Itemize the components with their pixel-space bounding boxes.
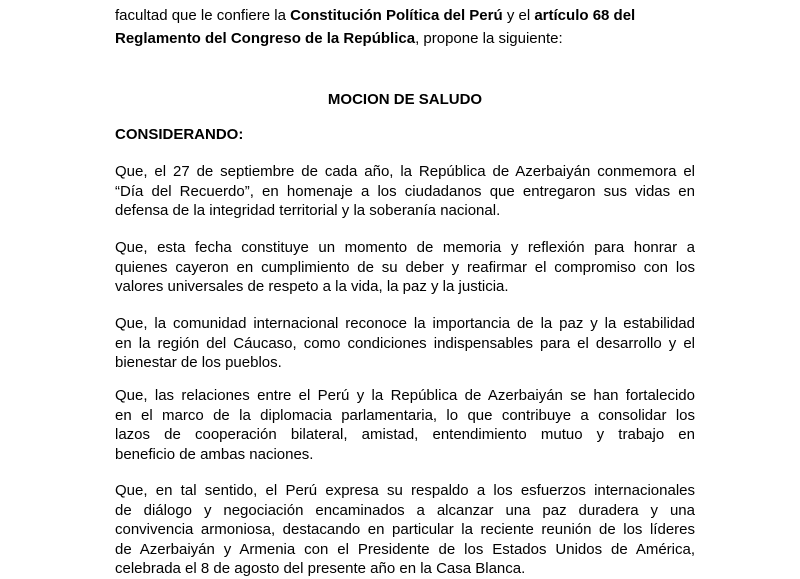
article-reference: artículo 68 del: [534, 7, 636, 24]
paragraph-line: Que, el 27 de septiembre de cada año, la República de Azerbaiyán conmemora el: [115, 163, 695, 180]
constitution-reference: Constitución Política del Perú: [290, 7, 503, 24]
paragraph-line: Que, las relaciones entre el Perú y la República de Azerbaiyán se han fortalecido: [115, 387, 695, 404]
paragraph-line: beneficio de ambas naciones.: [115, 445, 314, 463]
paragraph-line: de diálogo y negociación encaminados a alcanzar una paz duradera y una: [115, 501, 695, 519]
section-heading: CONSIDERANDO:: [115, 126, 244, 143]
intro-text-segment: , propone la siguiente:: [415, 30, 563, 47]
paragraph-4: [115, 386, 695, 464]
regulation-reference: Reglamento del Congreso de la República: [115, 30, 416, 47]
document-title: MOCION DE SALUDO: [327, 91, 483, 108]
paragraph-line: de Azerbaiyán y Armenia con el Presidente de los Estados Unidos de América,: [115, 540, 695, 558]
paragraph-line: lazos de cooperación bilateral, amistad, entendimiento mutuo y trabajo en: [115, 426, 695, 443]
paragraph-line: en el marco de la diplomacia parlamentaria, lo que contribuye a consolidar los: [115, 406, 695, 424]
paragraph-5: [115, 481, 695, 579]
intro-text: [115, 4, 695, 50]
paragraph-line: Que, en tal sentido, el Perú expresa su respaldo a los esfuerzos internacionales: [115, 482, 695, 499]
paragraph-line: bienestar de los pueblos.: [115, 354, 282, 371]
paragraph-line: Que, la comunidad internacional reconoce la importancia de la paz y la estabilidad: [115, 315, 695, 332]
paragraph-3: [115, 314, 695, 373]
paragraph-1: [115, 162, 695, 221]
paragraph-line: en la región del Cáucaso, como condiciones indispensables para el desarrollo y el: [115, 334, 695, 352]
paragraph-line: Que, esta fecha constituye un momento de memoria y reflexión para honrar a: [115, 239, 695, 256]
intro-text-segment: y el: [502, 7, 535, 24]
paragraph-line: convivencia armoniosa, destacando en particular la reciente reunión de los líderes: [115, 521, 695, 538]
paragraph-line: celebrada el 8 de agosto del presente año en la Casa Blanca.: [115, 560, 526, 577]
intro-line-1: [115, 4, 695, 27]
paragraph-2: [115, 238, 695, 297]
paragraph-line: quienes cayeron en cumplimiento de su deber y reafirmar el compromiso con los: [115, 258, 695, 276]
paragraph-line: “Día del Recuerdo”, en homenaje a los ciudadanos que entregaron sus vidas en: [115, 182, 695, 200]
paragraph-line: valores universales de respeto a la vida, la paz y la justicia.: [115, 278, 509, 295]
paragraph-line: defensa de la integridad territorial y la soberanía nacional.: [115, 202, 501, 219]
intro-text-segment: facultad que le confiere la: [115, 7, 291, 24]
intro-line-2: [115, 27, 695, 50]
